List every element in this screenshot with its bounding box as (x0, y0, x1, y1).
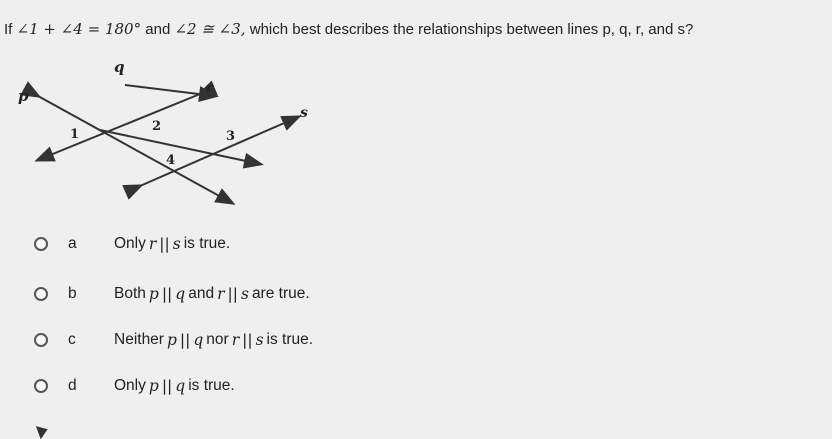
lines-diagram (0, 50, 320, 220)
angle-3: 3 (226, 129, 236, 144)
equation-2: ∠2 ≅ ∠3, (174, 20, 246, 38)
rel-line: q (175, 285, 186, 303)
rel-line: p (148, 377, 159, 395)
option-c[interactable] (34, 331, 313, 349)
parallel-symbol: || (179, 331, 191, 349)
option-mid: nor (206, 331, 229, 348)
option-pre: Both (114, 285, 146, 302)
radio-b[interactable] (34, 287, 48, 301)
label-p: p (18, 87, 29, 105)
option-text (114, 235, 230, 253)
question-suffix: which best describes the relationships between lines p, q, r, and s? (249, 21, 694, 38)
parallel-symbol: || (161, 377, 173, 395)
parallel-symbol: || (161, 285, 173, 303)
line-p (38, 96, 232, 203)
angle-1: 1 (70, 127, 80, 142)
rel-line: p (166, 331, 177, 349)
line-q (38, 94, 200, 160)
rel-line: r (231, 331, 240, 349)
option-pre: Only (114, 377, 146, 394)
option-a[interactable] (34, 235, 230, 253)
option-letter: a (68, 235, 77, 252)
option-b[interactable] (34, 285, 310, 303)
rel-line: p (148, 285, 159, 303)
parallel-symbol: || (242, 331, 253, 349)
option-post: is true. (266, 331, 314, 348)
rel-line: s (240, 285, 249, 303)
option-post: are true. (251, 285, 310, 302)
question-text (4, 20, 693, 38)
angle-2: 2 (152, 119, 162, 134)
option-text (114, 285, 310, 303)
option-d[interactable] (34, 377, 235, 395)
rel-line: q (175, 377, 186, 395)
option-letter: c (68, 331, 76, 348)
option-post: is true. (183, 235, 231, 252)
parallel-symbol: || (227, 285, 238, 303)
option-letter: d (68, 377, 77, 394)
rel-line: q (193, 331, 204, 349)
rel-line: r (217, 285, 225, 303)
cursor-arrow-icon (36, 423, 50, 439)
option-post: is true. (188, 377, 235, 394)
label-r: r (206, 81, 213, 96)
radio-d[interactable] (34, 379, 48, 393)
rel-line: r (148, 235, 157, 253)
question-prefix: If (4, 21, 13, 38)
rel-line: s (172, 235, 181, 253)
option-letter: b (68, 285, 77, 302)
line-s (140, 117, 298, 186)
option-pre: Only (114, 235, 146, 252)
radio-a[interactable] (34, 237, 48, 251)
question-and: and (145, 21, 171, 38)
line-r (125, 85, 215, 96)
parallel-symbol: || (159, 235, 170, 253)
angle-4: 4 (166, 153, 176, 168)
label-q: q (114, 58, 125, 76)
option-pre: Neither (114, 331, 164, 348)
label-s: s (300, 105, 308, 121)
option-text (114, 377, 235, 395)
option-text (114, 331, 313, 349)
option-mid: and (188, 285, 215, 302)
rel-line: s (255, 331, 264, 349)
radio-c[interactable] (34, 333, 48, 347)
equation-1: ∠1 + ∠4 = 180° (16, 20, 142, 38)
